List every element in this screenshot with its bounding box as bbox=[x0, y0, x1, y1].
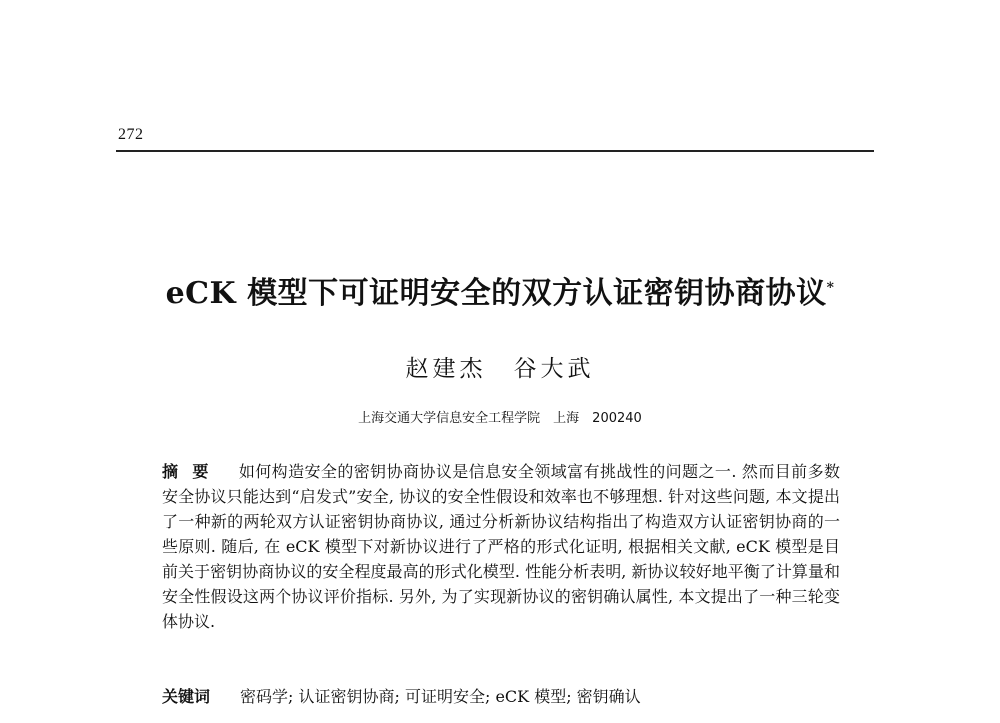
abstract-label: 摘要 bbox=[162, 462, 223, 481]
page-number: 272 bbox=[118, 126, 144, 143]
abstract-text: 如何构造安全的密钥协商协议是信息安全领域富有挑战性的问题之一. 然而目前多数安全协议只能达到“启发式”安全, 协议的安全性假设和效率也不够理想. 针对这些问题, 本文提出了一种新的两轮双方认证密钥协商协议, 通过分析新协议结构指出了构造双方认证密钥协商的一些原则. 随后, 在 eCK 模型下对新协议进行了严格的形式化证明, 根据相关文献, eCK 模型是目前关于密钥协商协议的安全程度最高的形式化模型. 性能分析表明, 新协议较好地平衡了计算量和安全性假设这两个协议评价指标. 另外, 为了实现新协议的密钥确认属性, 本文提出了一种三轮变体协议. bbox=[162, 462, 840, 631]
keywords-label: 关键词 bbox=[162, 687, 211, 706]
title-footnote-mark: * bbox=[826, 280, 835, 296]
paper-title-text: eCK 模型下可证明安全的双方认证密钥协商协议 bbox=[165, 276, 827, 311]
abstract bbox=[162, 459, 840, 634]
paper-title bbox=[0, 268, 1000, 312]
affiliation: 上海交通大学信息安全工程学院 上海 200240 bbox=[358, 411, 642, 426]
keywords-text: 密码学; 认证密钥协商; 可证明安全; eCK 模型; 密钥确认 bbox=[240, 687, 641, 706]
authors: 赵建杰 谷大武 bbox=[405, 356, 595, 382]
keywords bbox=[162, 684, 840, 707]
header-rule bbox=[116, 150, 874, 152]
